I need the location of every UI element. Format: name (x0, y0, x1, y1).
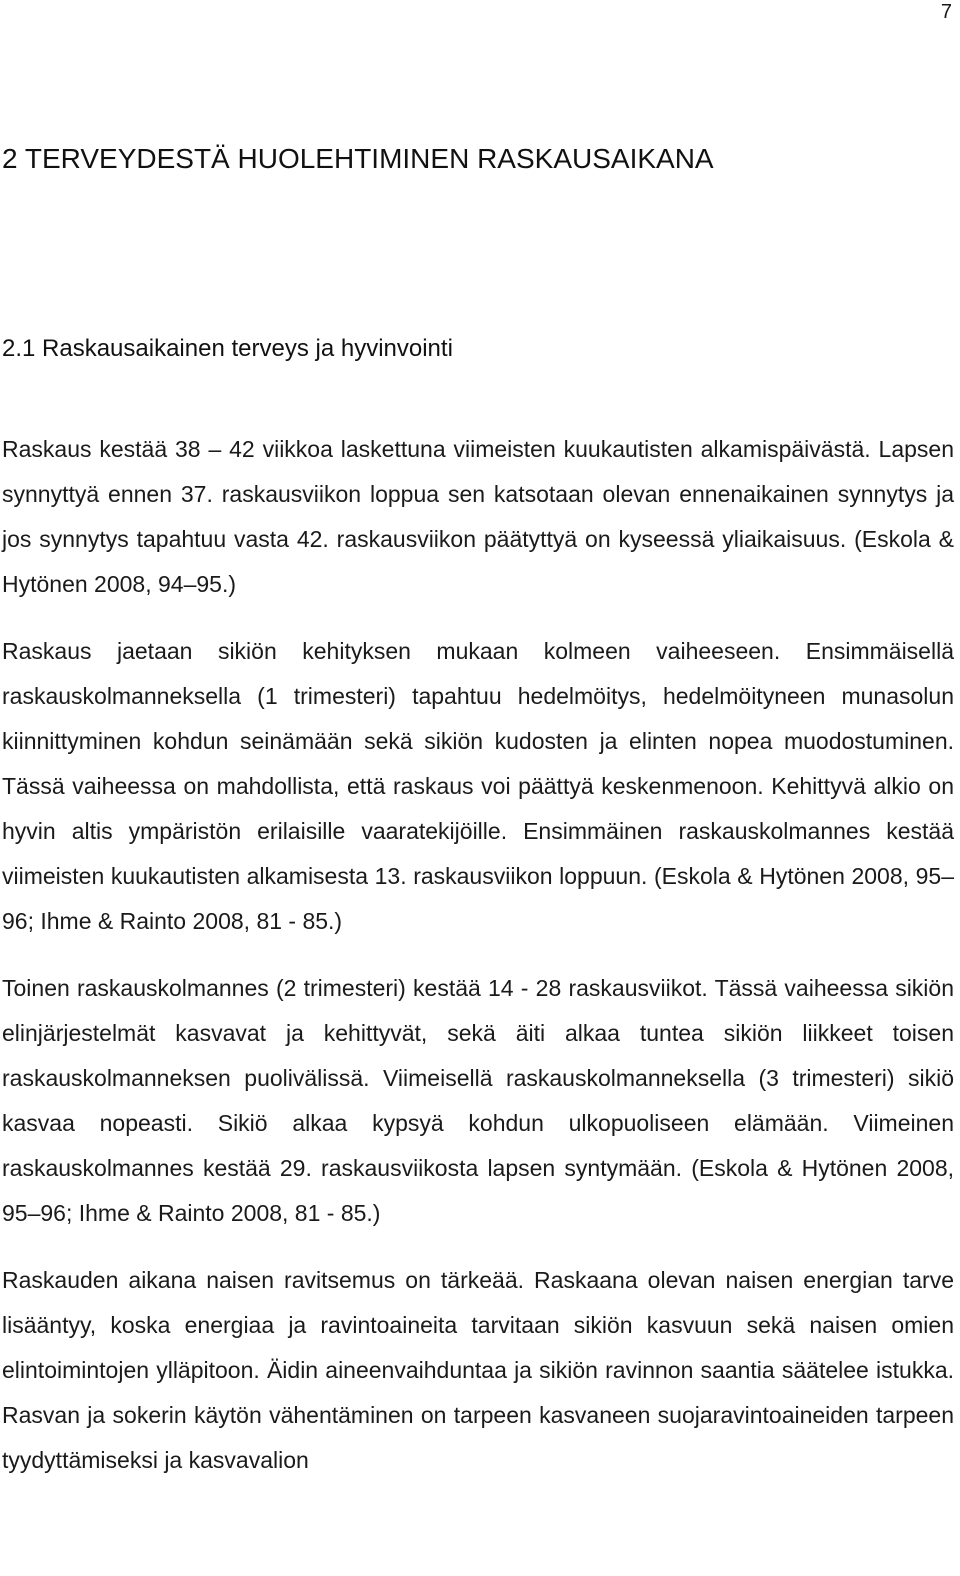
paragraph-nutrition: Raskauden aikana naisen ravitsemus on tärkeää. Raskaana olevan naisen energian tarve lisääntyy, koska energiaa ja ravintoaineita tarvitaan sikiön kasvuun sekä naisen omien elintoimintojen ylläpitoon. Äidin aineenvaihduntaa ja sikiön ravinnon saantia säätelee istukka. Rasvan ja sokerin käytön vähentäminen on tarpeen kasvaneen suojaravintoaineiden tarpeen tyydyttämiseksi ja kasvavalion (2, 1267, 954, 1473)
paragraph-first-trimester: Raskaus jaetaan sikiön kehityksen mukaan kolmeen vaiheeseen. Ensimmäisellä raskauskolmanneksella (1 trimesteri) tapahtuu hedelmöitys, hedelmöityneen munasolun kiinnittyminen kohdun seinämään sekä sikiön kudosten ja elinten nopea muodostuminen. Tässä vaiheessa on mahdollista, että raskaus voi päättyä keskenmenoon. Kehittyvä alkio on hyvin altis ympäristön erilaisille vaaratekijöille. Ensimmäinen raskauskolmannes kestää viimeisten kuukautisten alkamisesta 13. raskausviikon loppuun. (Eskola & Hytönen 2008, 95–96; Ihme & Rainto 2008, 81 - 85.) (2, 638, 954, 934)
paragraph-second-third-trimester: Toinen raskauskolmannes (2 trimesteri) kestää 14 - 28 raskausviikot. Tässä vaiheessa sikiön elinjärjestelmät kasvavat ja kehittyvät, sekä äiti alkaa tuntea sikiön liikkeet toisen raskauskolmanneksen puolivälissä. Viimeisellä raskauskolmanneksella (3 trimesteri) sikiö kasvaa nopeasti. Sikiö alkaa kypsyä kohdun ulkopuoliseen elämään. Viimeinen raskauskolmannes kestää 29. raskausviikosta lapsen syntymään. (Eskola & Hytönen 2008, 95–96; Ihme & Rainto 2008, 81 - 85.) (2, 975, 954, 1226)
document-body (2, 139, 954, 1483)
paragraph-duration: Raskaus kestää 38 – 42 viikkoa laskettuna viimeisten kuukautisten alkamispäivästä. Lapsen synnyttyä ennen 37. raskausviikon loppua sen katsotaan olevan ennenaikainen synnytys ja jos synnytys tapahtuu vasta 42. raskausviikon päätyttyä on kyseessä yliaikaisuus. (Eskola & Hytönen 2008, 94–95.) (2, 436, 954, 597)
chapter-heading: 2 TERVEYDESTÄ HUOLEHTIMINEN RASKAUSAIKANA (2, 143, 714, 174)
page-number: 7 (940, 1, 952, 23)
section-heading: 2.1 Raskausaikainen terveys ja hyvinvointi (2, 335, 453, 362)
